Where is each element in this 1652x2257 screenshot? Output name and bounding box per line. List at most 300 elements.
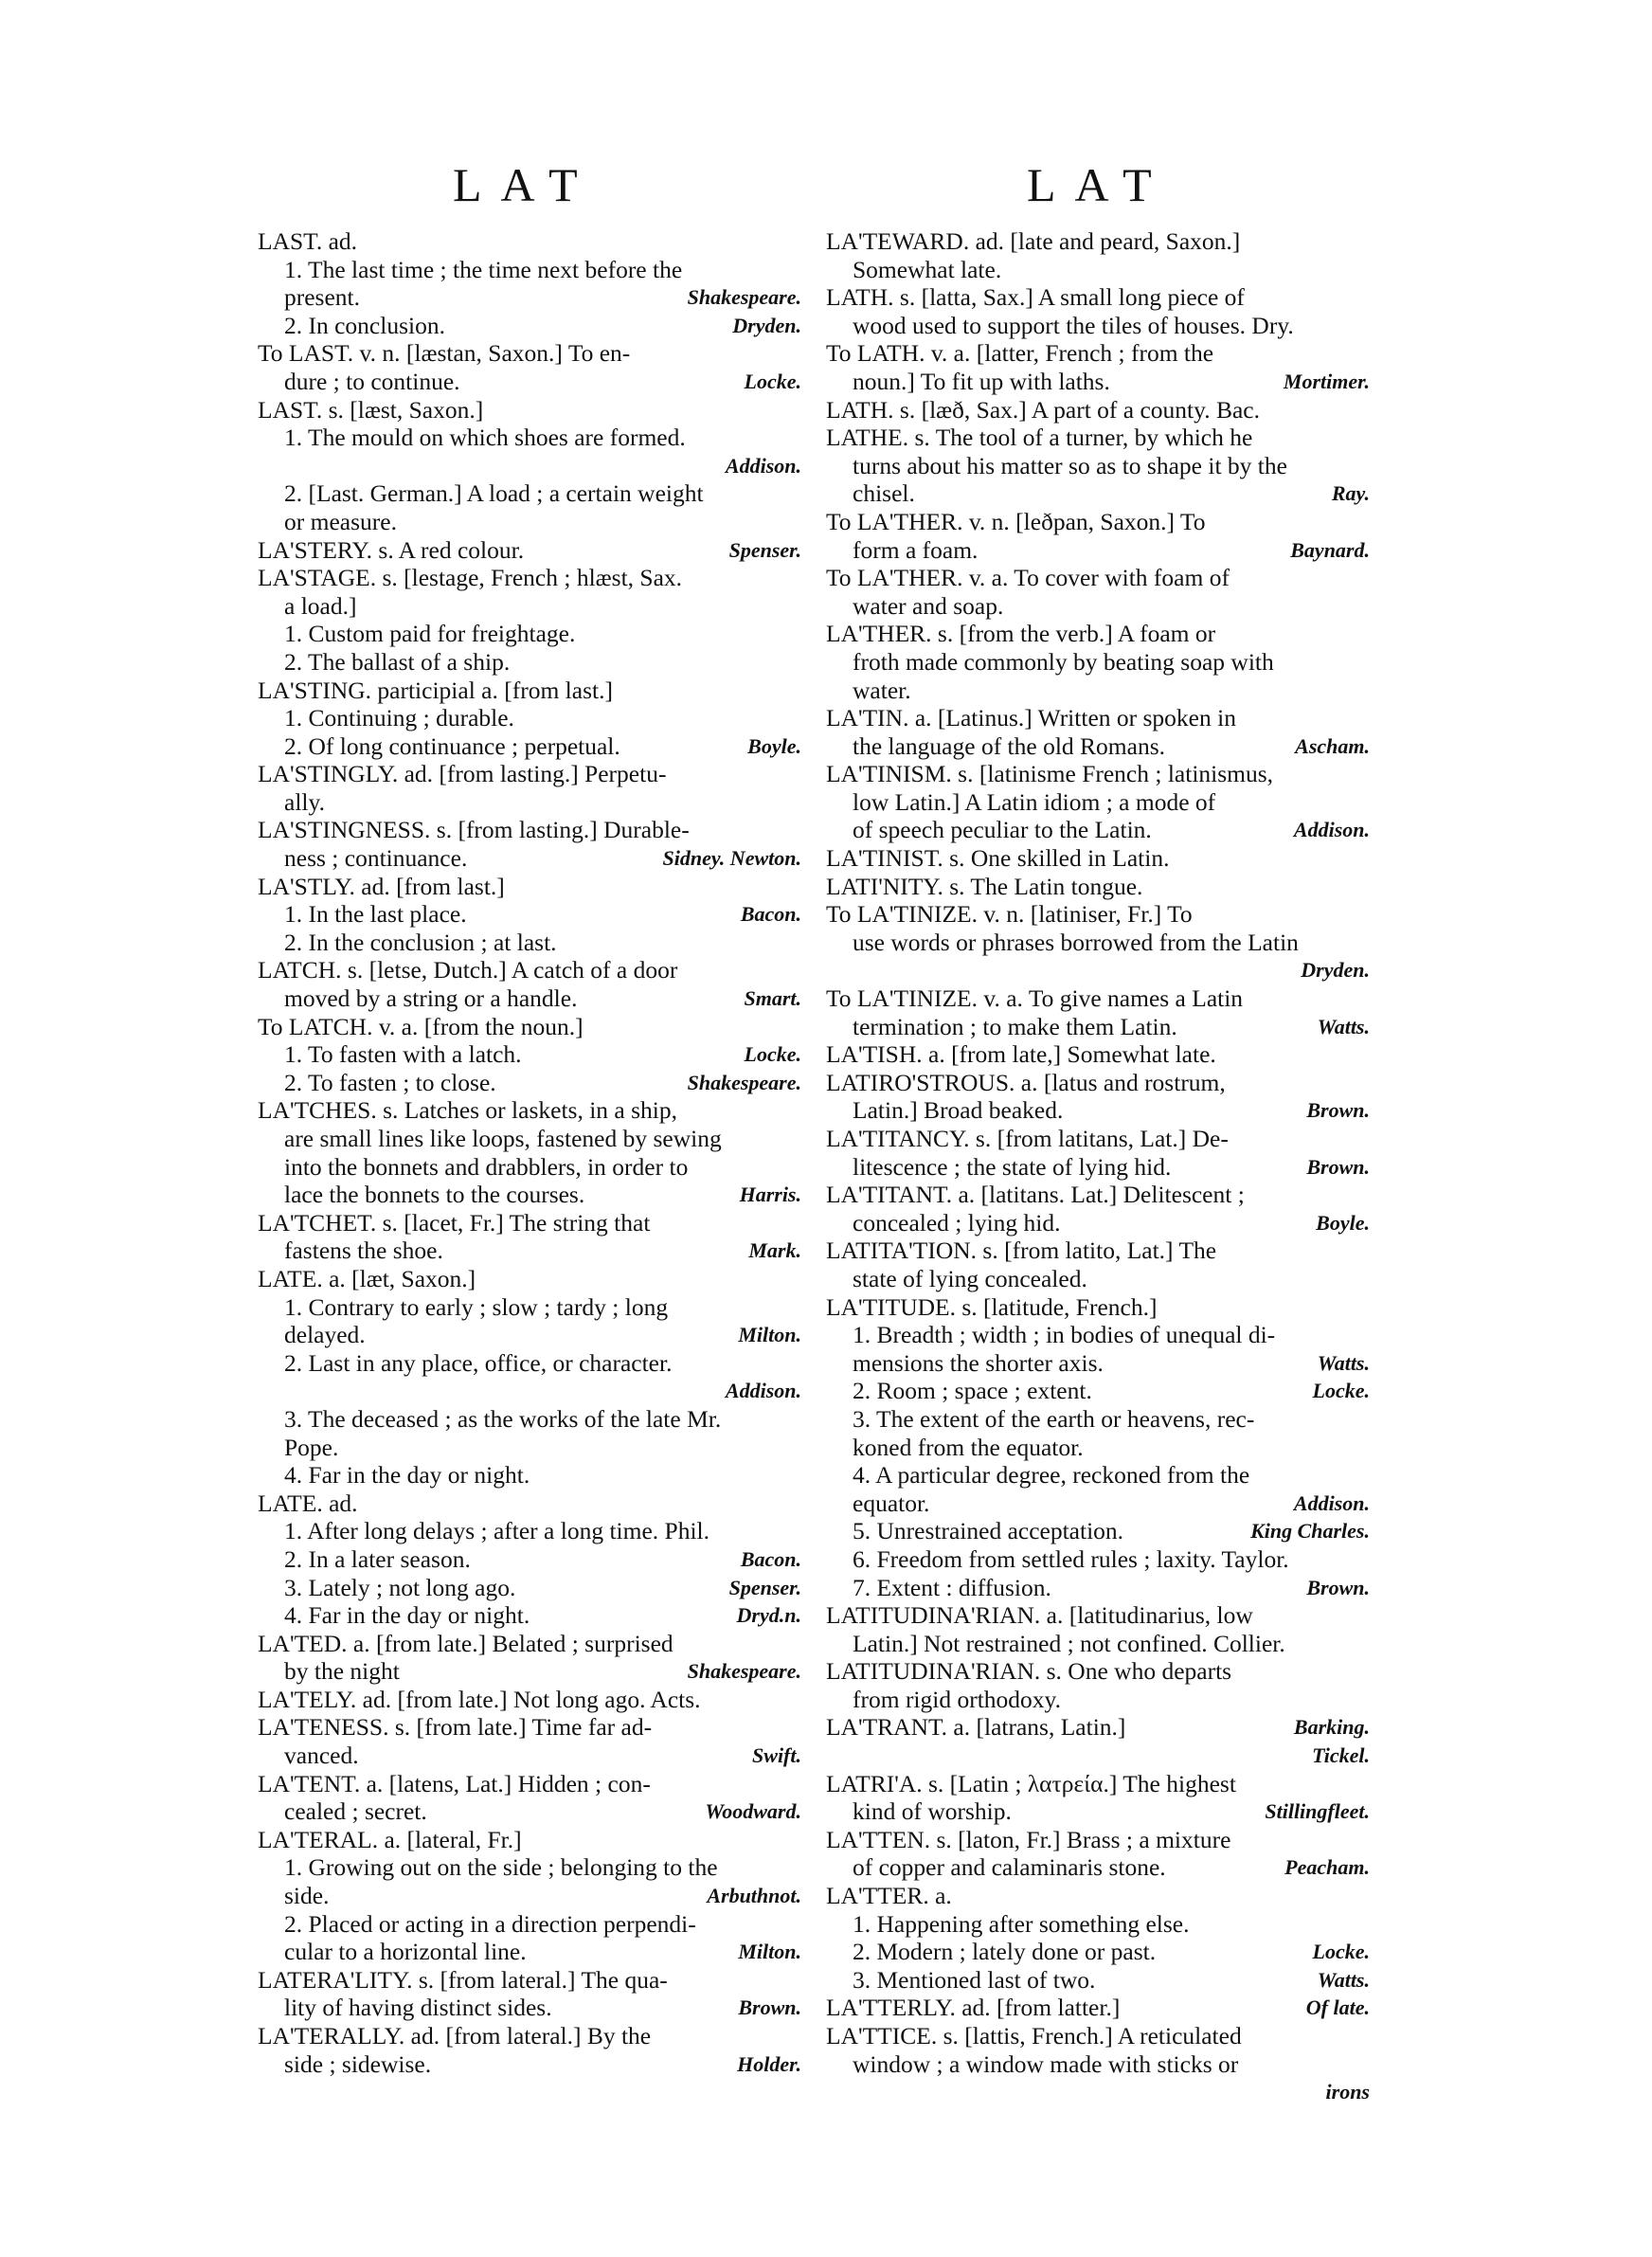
entry-sense-line — [258, 929, 801, 957]
entry-text: LA'TITUDE. s. [latitude, French.] — [826, 1292, 1158, 1321]
entry-sense-line — [258, 1545, 801, 1574]
entry-source-citation: Ray. — [1331, 481, 1370, 506]
entry-text: ness ; continuance. — [284, 844, 468, 873]
entry-text: ally. — [284, 787, 325, 816]
entry-headword-line — [826, 2022, 1370, 2050]
entry-sense-line — [826, 1096, 1370, 1125]
entry-text: kind of worship. — [853, 1797, 1012, 1826]
entry-sense-line — [258, 312, 801, 340]
entry-source-citation: Mortimer. — [1283, 369, 1370, 393]
entry-source-citation: Sidney. Newton. — [662, 846, 801, 871]
entry-text: chisel. — [853, 479, 915, 508]
entry-source-citation: Of late. — [1305, 1995, 1370, 2020]
entry-headword-line — [826, 227, 1370, 256]
entry-headword-line — [258, 396, 801, 424]
entry-text: 1. The mould on which shoes are formed. — [284, 424, 686, 452]
entry-sense-line — [826, 1910, 1370, 1939]
entry-text: 1. Custom paid for freightage. — [284, 620, 576, 648]
entry-text: of speech peculiar to the Latin. — [853, 816, 1152, 844]
page-header-right: LAT — [1027, 158, 1171, 211]
entry-text: 1. In the last place. — [284, 900, 467, 929]
entry-sense-line — [826, 1574, 1370, 1602]
entry-sense-line — [258, 1434, 801, 1462]
entry-source-citation: Smart. — [744, 986, 801, 1011]
entry-headword-line — [826, 1125, 1370, 1153]
entry-source-citation: Tickel. — [1312, 1743, 1370, 1768]
entry-text: LA'STERY. s. A red colour. — [258, 535, 525, 564]
entry-sense-line — [826, 479, 1370, 508]
entry-sense-line — [258, 592, 801, 621]
entry-sense-line — [258, 1910, 801, 1939]
entry-text: LA'STINGNESS. s. [from lasting.] Durable- — [258, 816, 690, 844]
entry-sense-line — [258, 620, 801, 648]
entry-text: LA'TTEN. s. [laton, Fr.] Brass ; a mixture — [826, 1825, 1231, 1853]
entry-headword-line — [258, 760, 801, 788]
entry-sense-line — [826, 1686, 1370, 1714]
entry-text: side. — [284, 1882, 330, 1910]
entry-text: 2. In the conclusion ; at last. — [284, 928, 557, 956]
entry-sense-line — [826, 2050, 1370, 2079]
entry-headword-line — [826, 1657, 1370, 1686]
entry-text: LA'TISH. a. [from late,] Somewhat late. — [826, 1040, 1216, 1069]
entry-source-citation: Addison. — [1293, 818, 1370, 842]
entry-sense-line — [826, 1377, 1370, 1405]
entry-sense-line — [258, 1994, 801, 2022]
entry-text: LAST. ad. — [258, 227, 358, 255]
entry-text: 2. The ballast of a ship. — [284, 647, 511, 676]
entry-text: moved by a string or a handle. — [284, 984, 578, 1013]
entry-source-citation: Addison. — [1293, 1490, 1370, 1515]
entry-text: LA'TCHES. s. Latches or laskets, in a ship, — [258, 1096, 677, 1125]
entry-sense-line — [258, 844, 801, 873]
entry-sense-line — [258, 283, 801, 312]
entry-source-citation: Locke. — [744, 369, 801, 393]
entry-headword-line — [826, 1994, 1370, 2022]
entry-source-citation: Watts. — [1317, 1014, 1370, 1038]
entry-sense-line — [826, 1434, 1370, 1462]
entry-source-citation: Brown. — [1306, 1575, 1370, 1599]
entry-headword-line — [826, 1237, 1370, 1265]
entry-text: low Latin.] A Latin idiom ; a mode of — [853, 787, 1216, 816]
entry-headword-line — [826, 283, 1370, 312]
entry-source-citation: Arbuthnot. — [707, 1884, 801, 1908]
entry-text: turns about his matter so as to shape it by the — [853, 451, 1287, 479]
entry-headword-line — [826, 620, 1370, 648]
entry-sense-line — [826, 2078, 1370, 2106]
entry-text: LATE. ad. — [258, 1489, 358, 1517]
entry-text: 3. Mentioned last of two. — [853, 1965, 1096, 1994]
entry-text: lity of having distinct sides. — [284, 1994, 552, 2022]
entry-headword-line — [258, 956, 801, 984]
entry-text: Pope. — [284, 1433, 339, 1461]
entry-sense-line — [258, 732, 801, 761]
entry-text: from rigid orthodoxy. — [853, 1685, 1062, 1713]
entry-source-citation: Dryd.n. — [736, 1603, 801, 1628]
entry-sense-line — [258, 452, 801, 480]
entry-sense-line — [258, 704, 801, 732]
entry-text: 1. Happening after something else. — [853, 1909, 1190, 1938]
entry-sense-line — [826, 1209, 1370, 1237]
entry-text: 2. Of long continuance ; perpetual. — [284, 731, 620, 760]
entry-sense-line — [826, 368, 1370, 396]
entry-source-citation: Swift. — [752, 1743, 801, 1768]
entry-text: water and soap. — [853, 591, 1004, 620]
entry-sense-line — [826, 1461, 1370, 1490]
entry-text: 2. In a later season. — [284, 1544, 471, 1573]
entry-text: 7. Extent : diffusion. — [853, 1573, 1051, 1601]
page-header-left: LAT — [453, 158, 597, 211]
entry-text: 3. Lately ; not long ago. — [284, 1573, 516, 1601]
entry-headword-line — [826, 1601, 1370, 1630]
entry-text: LA'STING. participial a. [from last.] — [258, 676, 613, 704]
entry-headword-line — [258, 1490, 801, 1518]
entry-sense-line — [826, 1321, 1370, 1349]
entry-source-citation: Shakespeare. — [687, 1659, 801, 1684]
entry-text: froth made commonly by beating soap with — [853, 647, 1274, 676]
entry-headword-line — [826, 844, 1370, 873]
entry-headword-line — [258, 1096, 801, 1125]
entry-text: Latin.] Broad beaked. — [853, 1096, 1064, 1125]
entry-source-citation: Addison. — [725, 453, 801, 478]
entry-text: water. — [853, 676, 911, 704]
right-column — [826, 227, 1370, 2106]
entry-text: dure ; to continue. — [284, 367, 460, 395]
entry-sense-line — [258, 1237, 801, 1265]
entry-sense-line — [258, 1574, 801, 1602]
entry-source-citation: Harris. — [739, 1183, 801, 1207]
entry-headword-line — [258, 1265, 801, 1293]
entry-text: LATITA'TION. s. [from latito, Lat.] The — [826, 1237, 1217, 1265]
entry-text: LA'TITANCY. s. [from latitans, Lat.] De- — [826, 1125, 1229, 1152]
entry-text: LA'THER. s. [from the verb.] A foam or — [826, 620, 1216, 648]
entry-text: 2. Room ; space ; extent. — [853, 1377, 1092, 1405]
entry-sense-line — [258, 424, 801, 452]
entry-text: LA'TTERLY. ad. [from latter.] — [826, 1994, 1121, 2022]
entry-source-citation: Addison. — [725, 1379, 801, 1403]
entry-sense-line — [258, 1742, 801, 1770]
entry-sense-line — [258, 508, 801, 536]
entry-source-citation: Spenser. — [728, 537, 801, 562]
entry-headword-line — [826, 1069, 1370, 1097]
entry-text: Latin.] Not restrained ; not confined. Collier. — [853, 1629, 1285, 1657]
entry-headword-line — [826, 564, 1370, 592]
entry-sense-line — [258, 1293, 801, 1322]
entry-text: fastens the shoe. — [284, 1237, 443, 1265]
entry-text: 2. [Last. German.] A load ; a certain weight — [284, 479, 704, 508]
entry-sense-line — [258, 1181, 801, 1209]
entry-text: LA'STINGLY. ad. [from lasting.] Perpetu- — [258, 760, 667, 788]
entry-text: Somewhat late. — [853, 255, 1002, 283]
entry-sense-line — [258, 1153, 801, 1182]
entry-text: 1. Breadth ; width ; in bodies of unequal di- — [853, 1321, 1276, 1349]
entry-headword-line — [826, 1040, 1370, 1069]
entry-sense-line — [258, 2050, 801, 2079]
entry-text: To LA'TINIZE. v. a. To give names a Latin — [826, 984, 1244, 1013]
entry-sense-line — [826, 1349, 1370, 1378]
entry-sense-line — [258, 1349, 801, 1378]
entry-text: 1. Contrary to early ; slow ; tardy ; long — [284, 1292, 669, 1321]
entry-text: To LATCH. v. a. [from the noun.] — [258, 1012, 584, 1040]
entry-sense-line — [826, 1938, 1370, 1966]
entry-text: LATITUDINA'RIAN. s. One who departs — [826, 1657, 1232, 1686]
entry-text: delayed. — [284, 1321, 366, 1349]
entry-source-citation: irons — [1325, 2080, 1370, 2104]
entry-headword-line — [826, 508, 1370, 536]
entry-text: To LA'TINIZE. v. n. [latiniser, Fr.] To — [826, 900, 1193, 929]
entry-text: concealed ; lying hid. — [853, 1208, 1061, 1237]
entry-sense-line — [826, 1853, 1370, 1882]
entry-text: LAST. s. [læst, Saxon.] — [258, 395, 484, 424]
entry-text: or measure. — [284, 507, 397, 535]
entry-text: LA'TTICE. s. [lattis, French.] A reticulated — [826, 2022, 1242, 2049]
entry-text: into the bonnets and drabblers, in order to — [284, 1152, 689, 1181]
entry-source-citation: Brown. — [1306, 1098, 1370, 1123]
entry-sense-line — [826, 256, 1370, 284]
entry-text: To LA'THER. v. a. To cover with foam of — [826, 564, 1230, 592]
entry-source-citation: Bacon. — [740, 902, 801, 927]
entry-text: 4. Far in the day or night. — [284, 1601, 530, 1630]
entry-source-citation: Watts. — [1317, 1350, 1370, 1375]
entry-text: LATCH. s. [letse, Dutch.] A catch of a door — [258, 956, 678, 984]
entry-headword-line — [826, 1826, 1370, 1854]
entry-text: form a foam. — [853, 535, 979, 564]
entry-source-citation: Barking. — [1293, 1715, 1370, 1740]
entry-sense-line — [258, 788, 801, 817]
entry-source-citation: Boyle. — [1316, 1210, 1370, 1235]
entry-sense-line — [826, 1517, 1370, 1545]
entry-text: are small lines like loops, fastened by sewing — [284, 1125, 722, 1152]
entry-source-citation: Spenser. — [728, 1575, 801, 1599]
entry-text: 1. To fasten with a latch. — [284, 1040, 522, 1069]
entry-text: 2. Placed or acting in a direction perpendi- — [284, 1909, 696, 1938]
entry-sense-line — [826, 536, 1370, 565]
entry-text: LATE. a. [læt, Saxon.] — [258, 1264, 476, 1292]
entry-text: 1. Growing out on the side ; belonging to the — [284, 1853, 718, 1882]
entry-text: 2. To fasten ; to close. — [284, 1068, 496, 1096]
entry-source-citation: Dryden. — [1301, 958, 1370, 983]
entry-text: wood used to support the tiles of houses. Dry. — [853, 311, 1294, 339]
entry-sense-line — [826, 452, 1370, 480]
entry-text: state of lying concealed. — [853, 1264, 1087, 1292]
entry-text: 2. Modern ; lately done or past. — [853, 1938, 1157, 1966]
entry-sense-line — [258, 256, 801, 284]
entry-text: window ; a window made with sticks or — [853, 2049, 1239, 2078]
entry-sense-line — [258, 1125, 801, 1153]
entry-headword-line — [258, 1013, 801, 1041]
entry-text: LATH. s. [latta, Sax.] A small long piece of — [826, 283, 1245, 312]
entry-text: LA'TTER. a. — [826, 1882, 952, 1910]
entry-headword-line — [826, 873, 1370, 901]
entry-text: equator. — [853, 1489, 930, 1517]
entry-source-citation: Locke. — [1312, 1379, 1370, 1403]
entry-sense-line — [258, 648, 801, 677]
entry-text: of copper and calaminaris stone. — [853, 1853, 1166, 1882]
entry-text: termination ; to make them Latin. — [853, 1012, 1177, 1040]
entry-headword-line — [826, 424, 1370, 452]
entry-text: LATRI'A. s. [Latin ; λατρεία.] The highest — [826, 1769, 1236, 1797]
entry-text: litescence ; the state of lying hid. — [853, 1152, 1172, 1181]
entry-headword-line — [258, 1686, 801, 1714]
entry-headword-line — [258, 1630, 801, 1658]
entry-text: LA'TITANT. a. [latitans. Lat.] Delitescent ; — [826, 1181, 1245, 1209]
entry-headword-line — [826, 1181, 1370, 1209]
entry-text: LA'TIN. a. [Latinus.] Written or spoken in — [826, 704, 1236, 732]
entry-text: use words or phrases borrowed from the Latin — [853, 928, 1299, 956]
entry-headword-line — [258, 677, 801, 705]
entry-source-citation: Mark. — [748, 1238, 801, 1263]
entry-sense-line — [258, 1517, 801, 1545]
entry-headword-line — [826, 704, 1370, 732]
entry-text: 6. Freedom from settled rules ; laxity. Taylor. — [853, 1544, 1289, 1573]
entry-text: LA'TRANT. a. [latrans, Latin.] — [826, 1713, 1126, 1742]
entry-source-citation: Peacham. — [1284, 1855, 1370, 1880]
entry-source-citation: Brown. — [738, 1995, 801, 2020]
entry-sense-line — [258, 900, 801, 929]
entry-headword-line — [258, 564, 801, 592]
entry-sense-line — [258, 1040, 801, 1069]
entry-sense-line — [258, 1797, 801, 1826]
entry-source-citation: Watts. — [1317, 1967, 1370, 1992]
entry-sense-line — [258, 984, 801, 1013]
entry-text: LATI'NITY. s. The Latin tongue. — [826, 872, 1143, 900]
entry-sense-line — [258, 1461, 801, 1490]
entry-sense-line — [826, 816, 1370, 844]
entry-sense-line — [826, 592, 1370, 621]
entry-text: 4. Far in the day or night. — [284, 1461, 530, 1490]
entry-text: LATITUDINA'RIAN. a. [latitudinarius, low — [826, 1601, 1253, 1630]
entry-sense-line — [258, 1069, 801, 1097]
entry-text: LA'STAGE. s. [lestage, French ; hlæst, Sax. — [258, 564, 683, 592]
entry-sense-line — [826, 1490, 1370, 1518]
entry-source-citation: Locke. — [744, 1042, 801, 1067]
entry-sense-line — [258, 368, 801, 396]
entry-sense-line — [258, 479, 801, 508]
entry-source-citation: Boyle. — [747, 733, 801, 758]
entry-sense-line — [826, 956, 1370, 984]
entry-text: LA'TELY. ad. [from late.] Not long ago. Acts. — [258, 1685, 701, 1713]
entry-text: LA'TINISM. s. [latinisme French ; latinismus, — [826, 760, 1274, 788]
entry-text: 3. The extent of the earth or heavens, rec- — [853, 1404, 1255, 1433]
entry-source-citation: Bacon. — [740, 1546, 801, 1571]
entry-sense-line — [258, 1853, 801, 1882]
entry-headword-line — [258, 1966, 801, 1995]
entry-sense-line — [258, 1405, 801, 1434]
entry-text: LATHE. s. The tool of a turner, by which he — [826, 424, 1253, 452]
entry-headword-line — [826, 900, 1370, 929]
entry-sense-line — [826, 1405, 1370, 1434]
entry-headword-line — [826, 339, 1370, 368]
entry-sense-line — [258, 1377, 801, 1405]
entry-headword-line — [258, 816, 801, 844]
entry-sense-line — [826, 1153, 1370, 1182]
entry-headword-line — [258, 873, 801, 901]
entry-text: LA'TENT. a. [latens, Lat.] Hidden ; con- — [258, 1769, 651, 1797]
entry-headword-line — [258, 1826, 801, 1854]
entry-source-citation: Milton. — [738, 1323, 801, 1347]
entry-sense-line — [826, 648, 1370, 677]
entry-text: LATERA'LITY. s. [from lateral.] The qua- — [258, 1965, 668, 1994]
entry-headword-line — [826, 1770, 1370, 1798]
entry-headword-line — [258, 339, 801, 368]
entry-text: LATH. s. [læð, Sax.] A part of a county. Bac. — [826, 395, 1260, 424]
entry-text: 4. A particular degree, reckoned from the — [853, 1461, 1250, 1490]
entry-headword-line — [826, 1713, 1370, 1742]
entry-text: 1. After long delays ; after a long time. Phil. — [284, 1517, 709, 1545]
entry-sense-line — [826, 1742, 1370, 1770]
entry-text: To LA'THER. v. n. [leðpan, Saxon.] To — [826, 507, 1206, 535]
entry-text: To LATH. v. a. [latter, French ; from the — [826, 339, 1214, 368]
entry-source-citation: Woodward. — [705, 1799, 801, 1824]
entry-text: 1. The last time ; the time next before the — [284, 255, 683, 283]
left-column — [258, 227, 801, 2078]
entry-text: 3. The deceased ; as the works of the late Mr. — [284, 1404, 722, 1433]
entry-sense-line — [258, 1657, 801, 1686]
entry-text: koned from the equator. — [853, 1433, 1084, 1461]
entry-text: LA'TERALLY. ad. [from lateral.] By the — [258, 2022, 652, 2049]
entry-text: LA'TED. a. [from late.] Belated ; surprised — [258, 1629, 673, 1657]
entry-text: cealed ; secret. — [284, 1797, 427, 1826]
entry-sense-line — [826, 788, 1370, 817]
entry-text: the language of the old Romans. — [853, 731, 1166, 760]
entry-source-citation: Milton. — [738, 1940, 801, 1964]
entry-source-citation: Ascham. — [1295, 733, 1370, 758]
entry-source-citation: Locke. — [1312, 1940, 1370, 1964]
entry-source-citation: King Charles. — [1250, 1519, 1370, 1544]
entry-headword-line — [258, 1209, 801, 1237]
entry-sense-line — [826, 1545, 1370, 1574]
entry-headword-line — [826, 984, 1370, 1013]
entry-sense-line — [826, 732, 1370, 761]
entry-source-citation: Stillingfleet. — [1265, 1799, 1370, 1824]
entry-source-citation: Shakespeare. — [687, 285, 801, 310]
entry-text: by the night — [284, 1657, 400, 1686]
entry-sense-line — [826, 1265, 1370, 1293]
entry-source-citation: Dryden. — [732, 313, 801, 337]
entry-text: noun.] To fit up with laths. — [853, 367, 1110, 395]
entry-text: LA'TENESS. s. [from late.] Time far ad- — [258, 1713, 653, 1742]
entry-text: 2. In conclusion. — [284, 311, 445, 339]
entry-sense-line — [258, 1882, 801, 1910]
entry-source-citation: Brown. — [1306, 1154, 1370, 1179]
entry-sense-line — [826, 677, 1370, 705]
entry-sense-line — [826, 1966, 1370, 1995]
entry-text: 5. Unrestrained acceptation. — [853, 1517, 1124, 1545]
entry-sense-line — [826, 1630, 1370, 1658]
entry-source-citation: Shakespeare. — [687, 1070, 801, 1094]
entry-sense-line — [826, 929, 1370, 957]
entry-text: 2. Last in any place, office, or character. — [284, 1348, 673, 1377]
entry-headword-line — [826, 396, 1370, 424]
entry-text: present. — [284, 283, 361, 312]
entry-text: LA'TINIST. s. One skilled in Latin. — [826, 844, 1170, 873]
entry-sense-line — [826, 312, 1370, 340]
entry-text: lace the bonnets to the courses. — [284, 1181, 585, 1209]
entry-sense-line — [258, 1938, 801, 1966]
entry-source-citation: Baynard. — [1290, 537, 1370, 562]
entry-source-citation: Holder. — [737, 2051, 801, 2076]
entry-headword-line — [258, 227, 801, 256]
entry-text: LA'TCHET. s. [lacet, Fr.] The string that — [258, 1208, 651, 1237]
entry-headword-line — [826, 1882, 1370, 1910]
entry-sense-line — [258, 1321, 801, 1349]
entry-headword-line — [258, 1770, 801, 1798]
entry-text: mensions the shorter axis. — [853, 1348, 1104, 1377]
entry-text: LATIRO'STROUS. a. [latus and rostrum, — [826, 1068, 1226, 1096]
entry-sense-line — [826, 1013, 1370, 1041]
entry-headword-line — [826, 760, 1370, 788]
entry-headword-line — [826, 1293, 1370, 1322]
entry-text: vanced. — [284, 1742, 359, 1770]
